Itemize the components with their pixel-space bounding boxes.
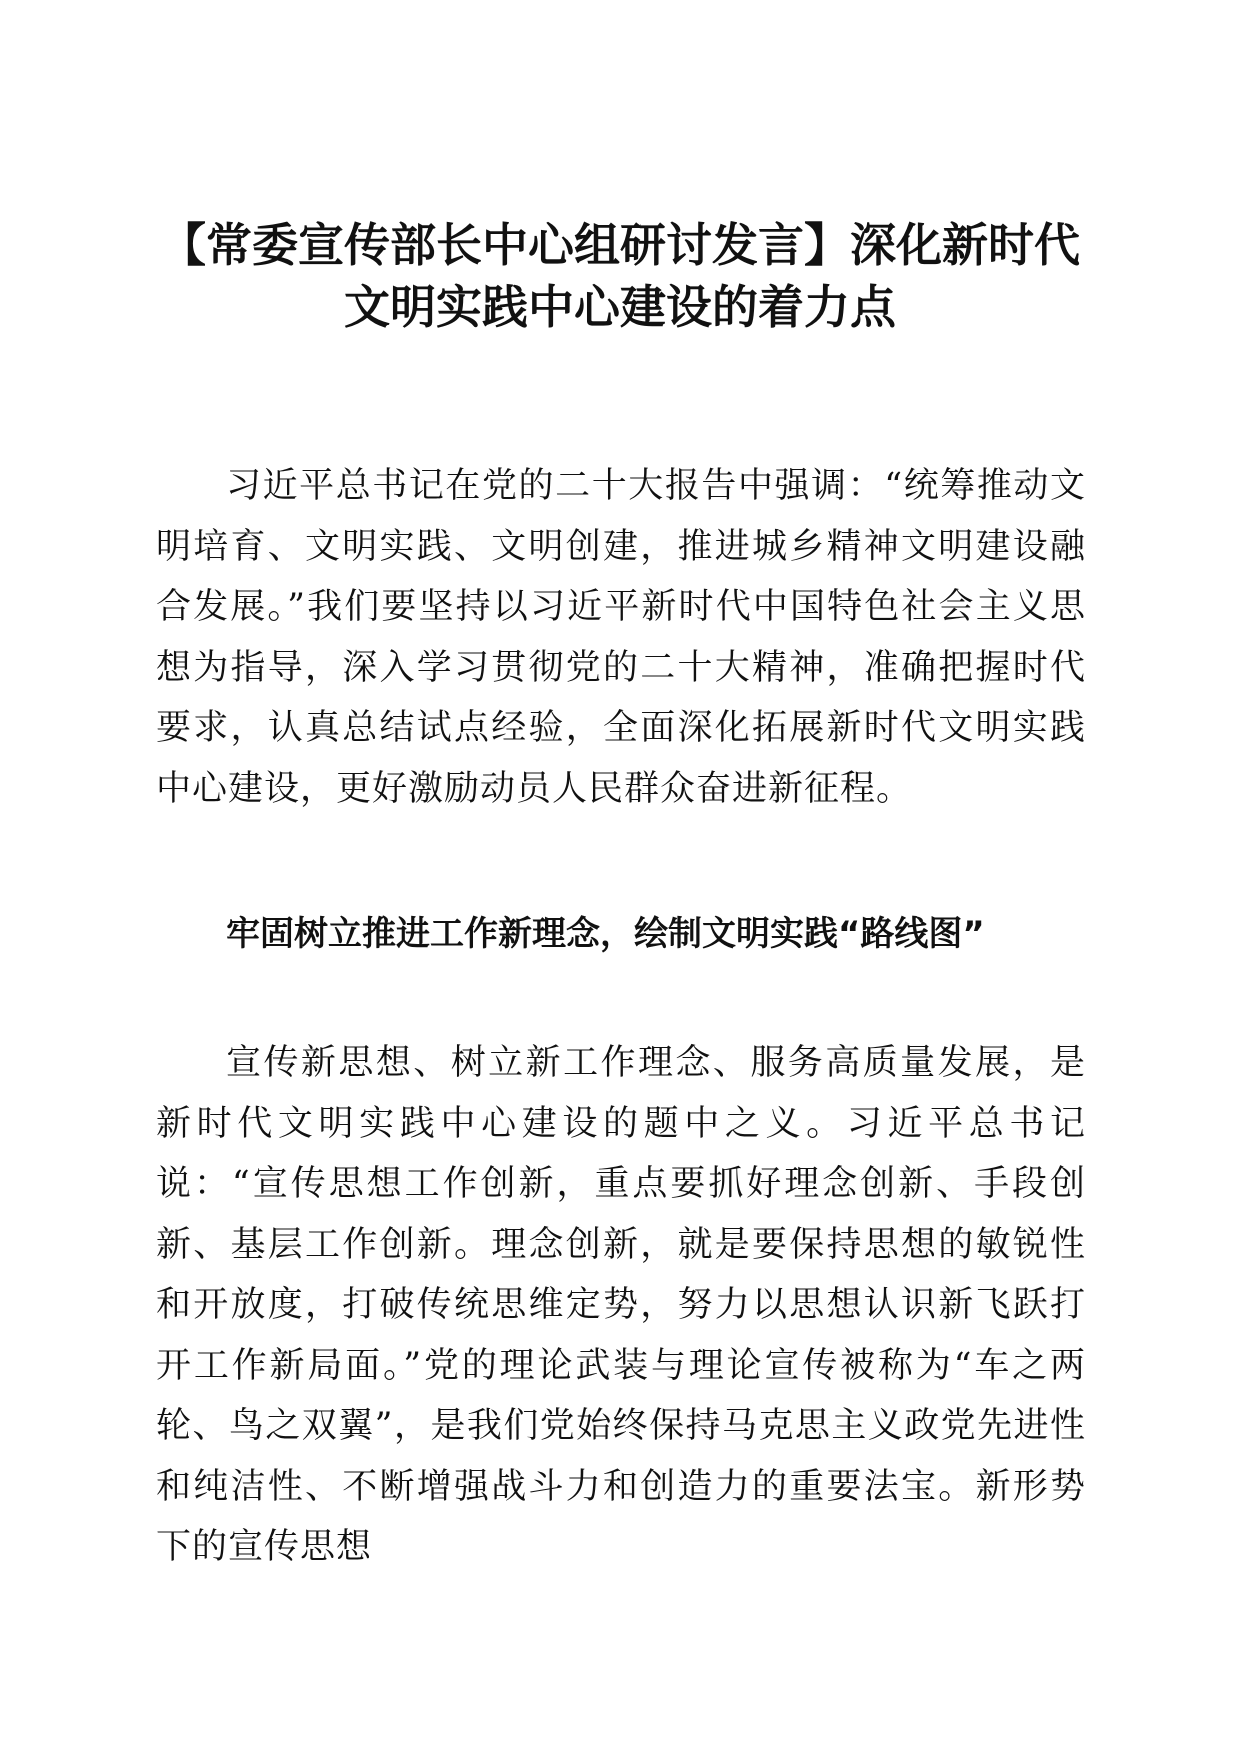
intro-paragraph: 习近平总书记在党的二十大报告中强调：“统筹推动文明培育、文明实践、文明创建，推进城乡精神文明建设融合发展。”我们要坚持以习近平新时代中国特色社会主义思想为指导，深入学习贯彻党的二十大精神，准确把握时代要求，认真总结试点经验，全面深化拓展新时代文明实践中心建设，更好激励动员人民群众奋进新征程。	[156, 466, 1086, 809]
section-paragraph: 宣传新思想、树立新工作理念、服务高质量发展，是新时代文明实践中心建设的题中之义。习近平总书记说：“宣传思想工作创新，重点要抓好理念创新、手段创新、基层工作创新。理念创新，就是要保持思想的敏锐性和开放度，打破传统思维定势，努力以思想认识新飞跃打开工作新局面。”党的理论武装与理论宣传被称为“车之两轮、鸟之双翼”，是我们党始终保持马克思主义政党先进性和纯洁性、不断增强战斗力和创造力的重要法宝。新形势下的宣传思想	[156, 1043, 1086, 1567]
section-heading: 牢固树立推进工作新理念，绘制文明实践“路线图”	[226, 914, 985, 954]
title-line-2: 文明实践中心建设的着力点	[344, 280, 896, 334]
title-line-1: 【常委宣传部长中心组研讨发言】深化新时代	[160, 218, 1080, 272]
document-title	[150, 214, 1090, 338]
